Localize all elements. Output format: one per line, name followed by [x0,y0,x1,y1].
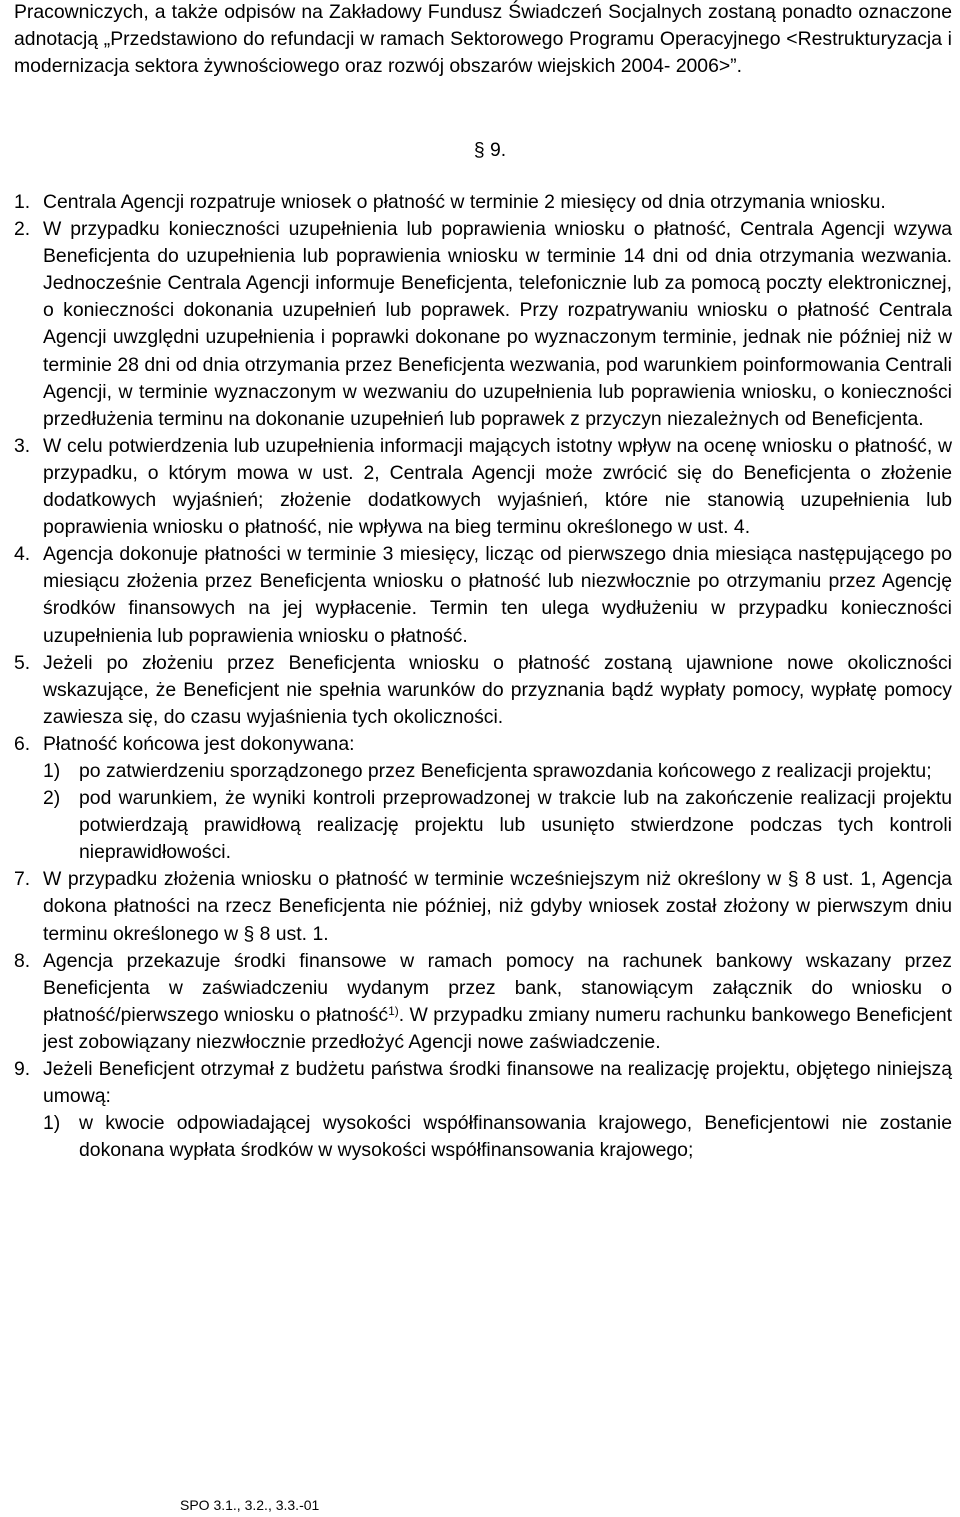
item-text: W celu potwierdzenia lub uzupełnienia informacji mających istotny wpływ na ocenę wniosku o płatność, w przypadku, o którym mowa w ust. 2, Centrala Agencji może zwrócić się do Beneficjenta o złożenie dodatkowych wyjaśnień; złożenie dodatkowych wyjaśnień, które nie stanowią uzupełnienia lub poprawienia wniosku o płatność, nie wpływa na bieg terminu określonego w ust. 4. [43,434,952,539]
item-text: W przypadku złożenia wniosku o płatność w terminie wcześniejszym niż określony w § 8 ust. 1, Agencja dokona płatności na rzecz Beneficjenta nie później, niż gdyby wniosek został złożony w pierwszym dniu terminu określonego w § 8 ust. 1. [43,868,952,945]
item-number: 3. [14,434,31,457]
item-number: 7. [14,868,31,891]
item-text: Płatność końcowa jest dokonywana: [43,732,355,755]
item-text: Agencja dokonuje płatności w terminie 3 miesięcy, licząc od pierwszego dnia miesiąca następującego po miesiącu złożenia przez Beneficjenta wniosku o płatność lub niezwłocznie po otrzymaniu przez Agencję środków finansowych na jej wypłacenie. Termin ten ulega wydłużeniu w przypadku konieczności uzupełnienia lub poprawienia wniosku o płatność. [43,543,952,647]
item-text: Jeżeli po złożeniu przez Beneficjenta wniosku o płatność zostaną ujawnione nowe okoliczności wskazujące, że Beneficjent nie spełnia warunków do przyznania bądź wypłaty pomocy, wypłatę pomocy zawiesza się, do czasu wyjaśnienia tych okoliczności. [43,651,952,728]
item-text: W przypadku konieczności uzupełnienia lub poprawienia wniosku o płatność, Centrala Agencji wzywa Beneficjenta do uzupełnienia lub poprawienia wniosku w terminie 14 dni od dnia otrzymania wezwania. Jednocześnie Centrala Agencji informuje Beneficjenta, telefonicznie lub za pomocą poczty elektronicznej, o konieczności dokonania uzupełnień lub poprawek. Przy rozpatrywaniu wniosku o płatność Centrala Agencji uwzględni uzupełnienia i poprawki dokonane po wyznaczonym terminie, jednak nie później niż w terminie 28 dni od dnia otrzymania przez Beneficjenta wezwania, pod warunkiem poinformowania Centrali Agencji, w terminie wyznaczonym w wezwaniu do uzupełnienia lub poprawienia wniosku, o konieczności przedłużenia terminu na dokonanie uzupełnień lub poprawek z przyczyn niezależnych od Beneficjenta. [43,218,952,430]
list-item-6 [14,731,952,866]
intro-paragraph: Pracowniczych, a także odpisów na Zakładowy Fundusz Świadczeń Socjalnych zostaną ponadto oznaczone adnotacją „Przedstawiono do refundacji w ramach Sektorowego Programu Operacyjnego <Restrukturyzacja i modernizacja sektora żywnościowego oraz rozwój obszarów wiejskich 2004- 2006>”. [14,1,952,78]
sub-item-text: po zatwierdzeniu sporządzonego przez Beneficjenta sprawozdania końcowego z realizacji projektu; [79,759,932,782]
item-text-part-b: . W przypadku zmiany numeru rachunku bankowego Beneficjent jest zobowiązany niezwłocznie przedłożyć Agencji nowe zaświadczenie. [43,1003,952,1053]
item-text-part-a: Agencja przekazuje środki finansowe w ramach pomocy na rachunek bankowy wskazany przez Beneficjenta w zaświadczeniu wydanym przez bank, stanowiącym załącznik do wniosku o płatność/pierwszego wniosku o płatność [43,949,952,1026]
sub-item-6-2 [43,785,952,866]
footnote-ref: 1) [388,1003,399,1018]
sub-item-6-1 [43,758,952,785]
item-number: 9. [14,1058,31,1080]
item-number: 6. [14,732,31,755]
sub-item-number: 1) [43,759,61,782]
list-item-8 [14,948,952,1056]
list-item-4 [14,541,952,649]
item-text: Centrala Agencji rozpatruje wniosek o płatność w terminie 2 miesięcy od dnia otrzymania wniosku. [43,191,886,213]
item-text: Jeżeli Beneficjent otrzymał z budżetu państwa środki finansowe na realizację projektu, objętego niniejszą umową: [43,1058,952,1108]
list-item-3 [14,433,952,541]
item-number: 5. [14,651,31,674]
list-item-9 [14,1056,952,1164]
sub-item-9-1 [43,1110,952,1164]
sub-item-number: 2) [43,787,61,810]
sub-item-number: 1) [43,1112,61,1135]
item-number: 1. [14,191,31,213]
item-number: 4. [14,543,31,566]
list-item-5 [14,650,952,731]
page-footer: SPO 3.1., 3.2., 3.3.-01 [180,1497,320,1513]
list-item-1 [14,189,952,216]
list-item-2 [14,216,952,433]
sub-item-text: pod warunkiem, że wyniki kontroli przeprowadzonej w trakcie lub na zakończenie realizacji projektu potwierdzają prawidłową realizację projektu lub usunięto stwierdzone podczas tych kontroli nieprawidłowości. [79,787,952,864]
sub-item-text: w kwocie odpowiadającej wysokości współfinansowania krajowego, Beneficjentowi nie zostanie dokonana wypłata środków w wysokości współfinansowania krajowego; [79,1112,952,1162]
item-number: 2. [14,218,31,241]
section-heading: § 9. [473,139,507,161]
numbered-list [14,189,952,1164]
item-number: 8. [14,949,31,972]
list-item-7 [14,866,952,947]
